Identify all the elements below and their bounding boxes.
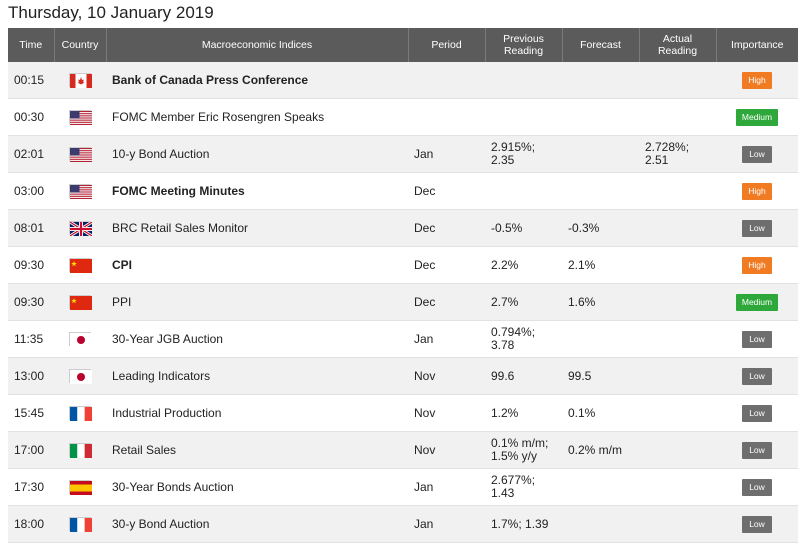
importance-badge: Low	[742, 405, 772, 422]
event-time: 02:01	[8, 136, 54, 173]
event-country	[54, 99, 106, 136]
italy-flag-icon	[69, 443, 91, 457]
uk-flag-icon	[69, 221, 91, 235]
event-importance	[716, 62, 798, 99]
event-period: Dec	[408, 284, 485, 321]
event-previous: 2.2%	[485, 247, 562, 284]
table-row[interactable]	[8, 506, 798, 543]
china-flag-icon	[69, 295, 91, 309]
event-previous: 2.7%	[485, 284, 562, 321]
event-period: Jan	[408, 136, 485, 173]
event-actual	[639, 99, 716, 136]
event-importance	[716, 321, 798, 358]
event-actual	[639, 62, 716, 99]
event-time: 17:30	[8, 469, 54, 506]
importance-badge: Low	[742, 516, 772, 533]
event-previous: 99.6	[485, 358, 562, 395]
event-period: Jan	[408, 321, 485, 358]
event-actual	[639, 284, 716, 321]
event-previous: 1.2%	[485, 395, 562, 432]
event-period: Nov	[408, 358, 485, 395]
importance-badge: Low	[742, 331, 772, 348]
event-previous: 0.1% m/m; 1.5% y/y	[485, 432, 562, 469]
importance-badge: High	[742, 72, 772, 89]
event-forecast	[562, 321, 639, 358]
event-forecast	[562, 136, 639, 173]
importance-badge: Low	[742, 442, 772, 459]
event-time: 00:30	[8, 99, 54, 136]
event-name[interactable]: BRC Retail Sales Monitor	[106, 210, 408, 247]
usa-flag-icon	[69, 184, 91, 198]
event-importance	[716, 432, 798, 469]
event-country	[54, 469, 106, 506]
event-forecast: 2.1%	[562, 247, 639, 284]
importance-badge: Low	[742, 479, 772, 496]
event-importance	[716, 358, 798, 395]
importance-badge: Low	[742, 368, 772, 385]
table-row[interactable]	[8, 247, 798, 284]
event-previous: -0.5%	[485, 210, 562, 247]
event-name[interactable]: Retail Sales	[106, 432, 408, 469]
spain-flag-icon	[69, 480, 91, 494]
importance-badge: Medium	[736, 294, 778, 311]
event-actual	[639, 173, 716, 210]
table-row[interactable]	[8, 321, 798, 358]
event-importance	[716, 247, 798, 284]
event-country	[54, 358, 106, 395]
table-row[interactable]	[8, 136, 798, 173]
event-actual: 2.728%; 2.51	[639, 136, 716, 173]
table-row[interactable]	[8, 62, 798, 99]
event-previous: 0.794%; 3.78	[485, 321, 562, 358]
event-period	[408, 62, 485, 99]
event-time: 03:00	[8, 173, 54, 210]
event-forecast: 99.5	[562, 358, 639, 395]
importance-badge: High	[742, 257, 772, 274]
event-time: 09:30	[8, 247, 54, 284]
event-name[interactable]: 30-Year Bonds Auction	[106, 469, 408, 506]
china-flag-icon	[69, 258, 91, 272]
table-row[interactable]	[8, 358, 798, 395]
importance-badge: Low	[742, 146, 772, 163]
event-importance	[716, 173, 798, 210]
importance-badge: High	[742, 183, 772, 200]
economic-calendar-table	[8, 28, 798, 543]
event-time: 00:15	[8, 62, 54, 99]
event-country	[54, 506, 106, 543]
event-name[interactable]: 30-Year JGB Auction	[106, 321, 408, 358]
event-period: Dec	[408, 173, 485, 210]
event-importance	[716, 506, 798, 543]
event-name[interactable]: Bank of Canada Press Conference	[106, 62, 408, 99]
event-forecast	[562, 62, 639, 99]
event-name[interactable]: 30-y Bond Auction	[106, 506, 408, 543]
header-previous-line2: Reading	[503, 45, 544, 57]
table-row[interactable]	[8, 173, 798, 210]
header-previous[interactable]	[485, 28, 562, 62]
event-name[interactable]: FOMC Meeting Minutes	[106, 173, 408, 210]
event-actual	[639, 432, 716, 469]
page-title: Thursday, 10 January 2019	[8, 3, 214, 22]
header-actual[interactable]	[639, 28, 716, 62]
event-importance	[716, 395, 798, 432]
event-time: 13:00	[8, 358, 54, 395]
event-forecast: 1.6%	[562, 284, 639, 321]
header-actual-line1: Actual	[662, 33, 693, 45]
event-period: Nov	[408, 395, 485, 432]
event-name[interactable]: FOMC Member Eric Rosengren Speaks	[106, 99, 408, 136]
japan-flag-icon	[69, 369, 91, 383]
table-row[interactable]	[8, 432, 798, 469]
event-actual	[639, 247, 716, 284]
event-period: Dec	[408, 210, 485, 247]
table-row[interactable]	[8, 210, 798, 247]
header-indices[interactable]: Macroeconomic Indices	[106, 28, 408, 62]
event-previous: 2.677%; 1.43	[485, 469, 562, 506]
event-time: 15:45	[8, 395, 54, 432]
event-importance	[716, 136, 798, 173]
event-country	[54, 62, 106, 99]
event-time: 08:01	[8, 210, 54, 247]
event-time: 09:30	[8, 284, 54, 321]
france-flag-icon	[69, 406, 91, 420]
event-previous	[485, 99, 562, 136]
event-country	[54, 432, 106, 469]
table-row[interactable]	[8, 99, 798, 136]
event-previous	[485, 173, 562, 210]
event-actual	[639, 321, 716, 358]
event-country	[54, 284, 106, 321]
japan-flag-icon	[69, 332, 91, 346]
header-country[interactable]: Country	[54, 28, 106, 62]
event-actual	[639, 469, 716, 506]
importance-badge: Low	[742, 220, 772, 237]
event-actual	[639, 395, 716, 432]
event-time: 11:35	[8, 321, 54, 358]
event-forecast: 0.2% m/m	[562, 432, 639, 469]
importance-badge: Medium	[736, 109, 778, 126]
event-country	[54, 210, 106, 247]
usa-flag-icon	[69, 110, 91, 124]
event-country	[54, 173, 106, 210]
event-forecast	[562, 506, 639, 543]
event-time: 17:00	[8, 432, 54, 469]
event-country	[54, 136, 106, 173]
event-period: Dec	[408, 247, 485, 284]
event-actual	[639, 506, 716, 543]
event-name[interactable]: CPI	[106, 247, 408, 284]
event-forecast	[562, 173, 639, 210]
event-forecast: 0.1%	[562, 395, 639, 432]
header-importance[interactable]: Importance	[716, 28, 798, 62]
event-period	[408, 99, 485, 136]
event-period: Jan	[408, 469, 485, 506]
event-importance	[716, 99, 798, 136]
event-time: 18:00	[8, 506, 54, 543]
event-previous: 1.7%; 1.39	[485, 506, 562, 543]
event-period: Jan	[408, 506, 485, 543]
event-country	[54, 247, 106, 284]
event-importance	[716, 284, 798, 321]
table-row[interactable]	[8, 395, 798, 432]
event-name[interactable]: 10-y Bond Auction	[106, 136, 408, 173]
event-importance	[716, 210, 798, 247]
header-actual-line2: Reading	[657, 45, 698, 57]
header-time[interactable]: Time	[8, 28, 54, 62]
header-period[interactable]: Period	[408, 28, 485, 62]
event-country	[54, 395, 106, 432]
event-forecast	[562, 99, 639, 136]
table-header-row	[8, 28, 798, 62]
event-actual	[639, 358, 716, 395]
france-flag-icon	[69, 517, 91, 531]
usa-flag-icon	[69, 147, 91, 161]
header-forecast[interactable]: Forecast	[562, 28, 639, 62]
event-name[interactable]: PPI	[106, 284, 408, 321]
canada-flag-icon	[69, 73, 91, 87]
event-period: Nov	[408, 432, 485, 469]
table-row[interactable]	[8, 469, 798, 506]
table-row[interactable]	[8, 284, 798, 321]
event-name[interactable]: Industrial Production	[106, 395, 408, 432]
event-country	[54, 321, 106, 358]
event-importance	[716, 469, 798, 506]
event-forecast: -0.3%	[562, 210, 639, 247]
event-name[interactable]: Leading Indicators	[106, 358, 408, 395]
event-actual	[639, 210, 716, 247]
event-previous	[485, 62, 562, 99]
event-previous: 2.915%; 2.35	[485, 136, 562, 173]
header-previous-line1: Previous	[503, 33, 544, 45]
event-forecast	[562, 469, 639, 506]
